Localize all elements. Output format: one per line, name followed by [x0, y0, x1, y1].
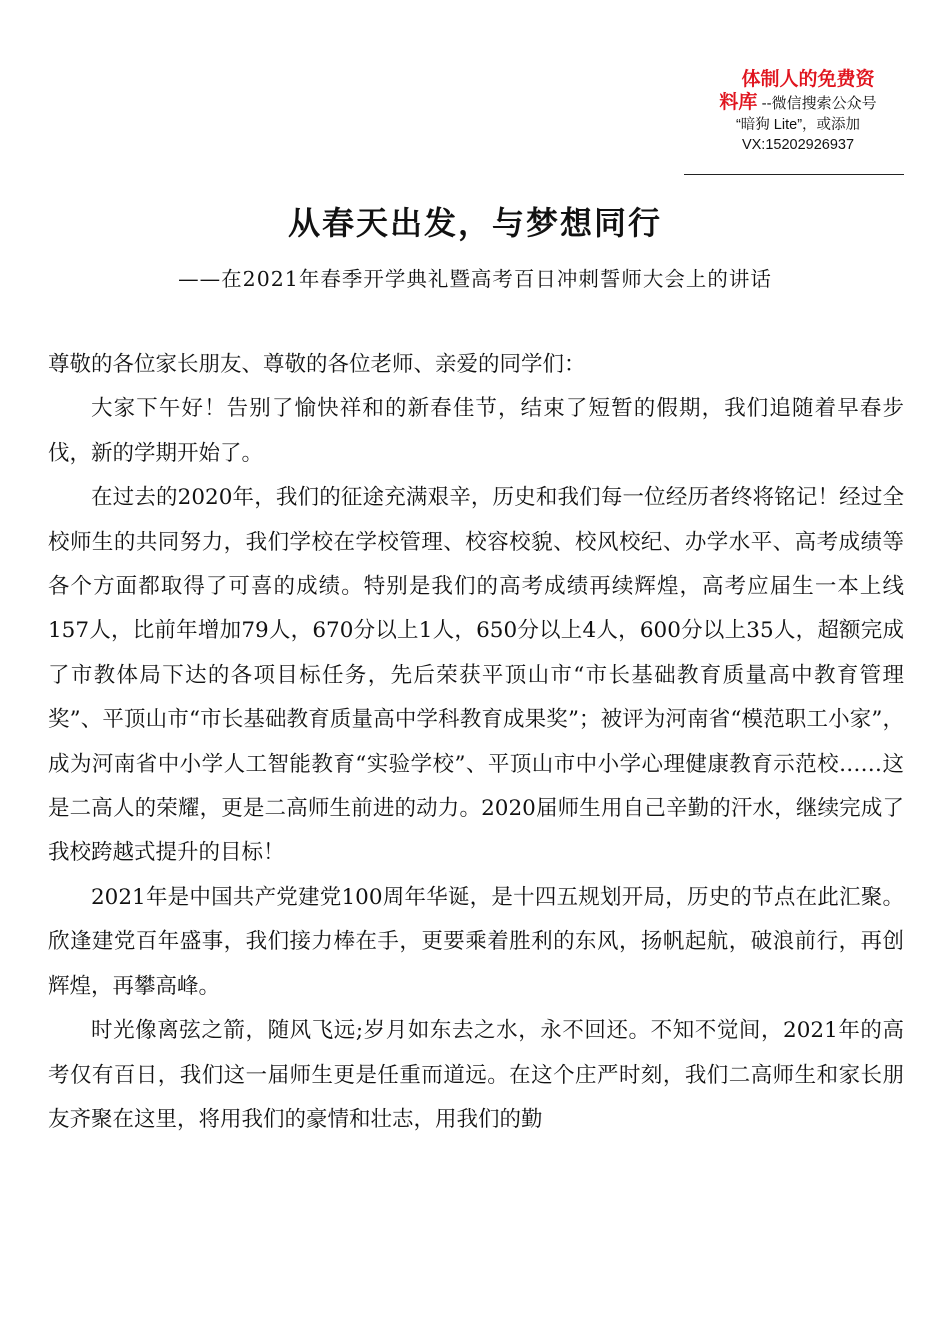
- watermark-block: [690, 68, 906, 155]
- watermark-line-3: “暗狗 Lite”，或添加: [735, 117, 861, 133]
- watermark-line-4: VX:15202926937: [741, 137, 855, 153]
- paragraph-2: 在过去的2020年，我们的征途充满艰辛，历史和我们每一位经历者终将铭记！经过全校师生的共同努力，我们学校在学校管理、校容校貌、校风校纪、办学水平、高考成绩等各个方面都取得了可喜的成绩。特别是我们的高考成绩再续辉煌，高考应届生一本上线157人，比前年增加79人，670分以上1人，650分以上4人，600分以上35人，超额完成了市教体局下达的各项目标任务，先后荣获平顶山市“市长基础教育质量高中教育管理奖”、平顶山市“市长基础教育质量高中学科教育成果奖”；被评为河南省“模范职工小家”，成为河南省中小学人工智能教育“实验学校”、平顶山市中小学心理健康教育示范校……这是二高人的荣耀，更是二高师生前进的动力。2020届师生用自己辛勤的汗水，继续完成了我校跨越式提升的目标！: [48, 485, 904, 866]
- document-body: [48, 343, 904, 1142]
- watermark-line-2-red: 料库: [719, 92, 758, 113]
- watermark-line-2-black: --微信搜索公众号: [757, 95, 877, 112]
- document-subtitle: ——在2021年春季开学典礼暨高考百日冲刺誓师大会上的讲话: [178, 267, 772, 291]
- salutation: 尊敬的各位家长朋友、尊敬的各位老师、亲爱的同学们：: [48, 352, 586, 377]
- paragraph-3: 2021年是中国共产党建党100周年华诞，是十四五规划开局，历史的节点在此汇聚。欣逢建党百年盛事，我们接力棒在手，更要乘着胜利的东风，扬帆起航，破浪前行，再创辉煌，再攀高峰。: [48, 884, 904, 999]
- watermark-divider: [684, 174, 904, 175]
- document-title: 从春天出发，与梦想同行: [287, 204, 662, 242]
- watermark-line-2: [690, 92, 906, 115]
- paragraph-4: 时光像离弦之箭，随风飞远;岁月如东去之水，永不回还。不知不觉间，2021年的高考仅有百日，我们这一届师生更是任重而道远。在这个庄严时刻，我们二高师生和家长朋友齐聚在这里，将用我们的豪情和壮志，用我们的勤: [48, 1018, 904, 1132]
- paragraph-1: 大家下午好！告别了愉快祥和的新春佳节，结束了短暂的假期，我们追随着早春步伐，新的学期开始了。: [48, 396, 904, 466]
- watermark-line-1: 体制人的免费资: [741, 69, 875, 90]
